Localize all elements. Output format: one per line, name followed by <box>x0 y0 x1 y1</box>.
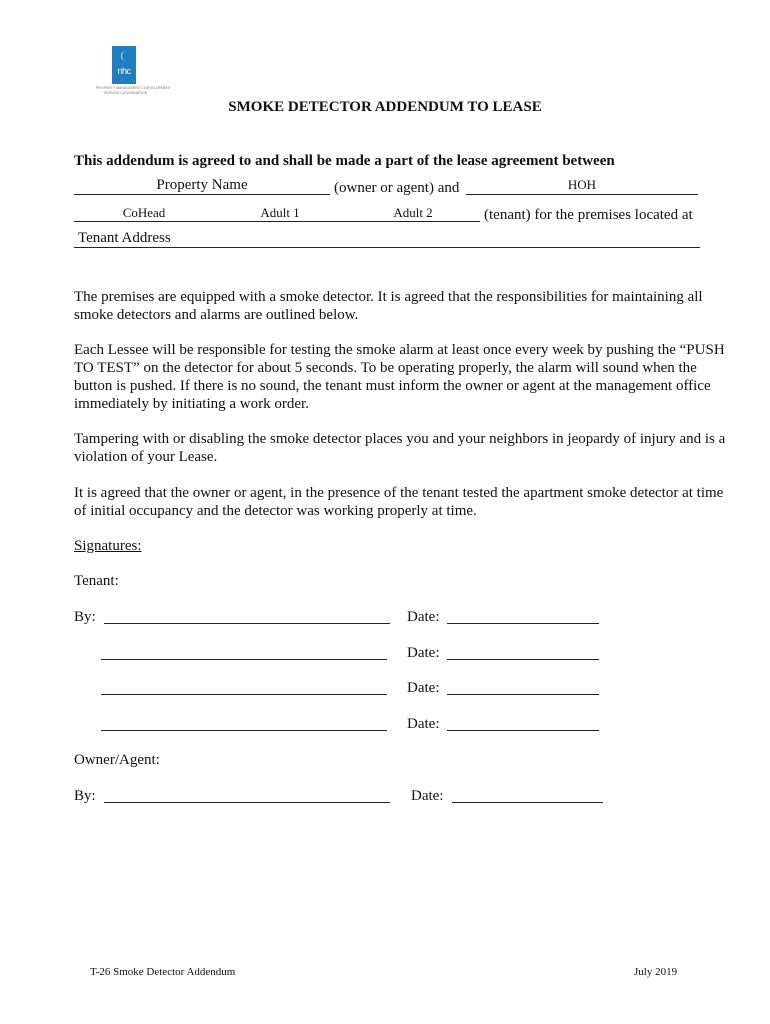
tenant-signature-line-4[interactable] <box>101 730 387 731</box>
tenant-label: Tenant: <box>74 573 119 589</box>
tenant-address-line <box>74 247 700 248</box>
tenant-date-line-3[interactable] <box>447 694 599 695</box>
tenant-date-line-2[interactable] <box>447 659 599 660</box>
tenant-date-line-4[interactable] <box>447 730 599 731</box>
owner-by-label: By: <box>74 788 96 804</box>
logo-text: nhc <box>117 66 131 76</box>
tenant-date-label-4: Date: <box>407 716 440 732</box>
paragraph-equipment: The premises are equipped with a smoke detector. It is agreed that the responsibilities for maintaining all smoke detectors and alarms are outlined below. <box>74 289 703 323</box>
cohead-field[interactable]: CoHead <box>122 205 166 220</box>
logo-caption-line-1: PROPERTY MANAGEMENT • DEVELOPMENT <box>96 86 171 90</box>
signatures-heading: Signatures: <box>74 538 142 554</box>
property-name-line <box>74 194 330 195</box>
owner-date-line[interactable] <box>452 802 603 803</box>
property-name-field[interactable]: Property Name <box>156 177 248 193</box>
tenant-by-label: By: <box>74 609 96 625</box>
owner-signature-line[interactable] <box>104 802 390 803</box>
logo-caption-line-2: SERVICE COORDINATION <box>104 91 148 95</box>
tenant-date-line-1[interactable] <box>447 623 599 624</box>
intro-text: This addendum is agreed to and shall be made a part of the lease agreement between <box>74 153 615 169</box>
company-logo <box>112 46 136 84</box>
adult1-field[interactable]: Adult 1 <box>260 205 300 220</box>
tenant-date-label-1: Date: <box>407 609 440 625</box>
tenant-signature-line-3[interactable] <box>101 694 387 695</box>
footer-form-id: T-26 Smoke Detector Addendum <box>90 966 236 978</box>
hoh-field[interactable]: HOH <box>567 177 597 192</box>
tenant-date-label-3: Date: <box>407 680 440 696</box>
adult2-field[interactable]: Adult 2 <box>393 205 433 220</box>
owner-agent-label: Owner/Agent: <box>74 752 160 768</box>
owner-date-label: Date: <box>411 788 444 804</box>
paragraph-agreement: It is agreed that the owner or agent, in the presence of the tenant tested the apartment smoke detector at time of initial occupancy and the detector was working properly at time. <box>74 485 724 519</box>
owner-agent-text: (owner or agent) and <box>334 180 460 196</box>
hoh-line <box>466 194 698 195</box>
tenant-signature-line-2[interactable] <box>101 659 387 660</box>
logo-swoosh-icon <box>121 51 130 61</box>
paragraph-tampering: Tampering with or disabling the smoke detector places you and your neighbors in jeopardy of injury and is a violation of your Lease. <box>74 431 726 465</box>
tenant-signature-line-1[interactable] <box>104 623 390 624</box>
tenant-names-line <box>74 221 480 222</box>
tenant-address-field[interactable]: Tenant Address <box>78 230 171 246</box>
document-title: SMOKE DETECTOR ADDENDUM TO LEASE <box>228 99 542 115</box>
tenant-date-label-2: Date: <box>407 645 440 661</box>
tenant-premises-text: (tenant) for the premises located at <box>484 207 693 223</box>
footer-date: July 2019 <box>634 966 678 978</box>
paragraph-testing: Each Lessee will be responsible for testing the smoke alarm at least once every week by pushing the “PUSH TO TEST” on the detector for about 5 seconds. To be operating properly, the alarm will sound when the button is pushed. If there is no sound, the tenant must inform the owner or agent at the management office immediately by initiating a work order. <box>74 342 725 412</box>
